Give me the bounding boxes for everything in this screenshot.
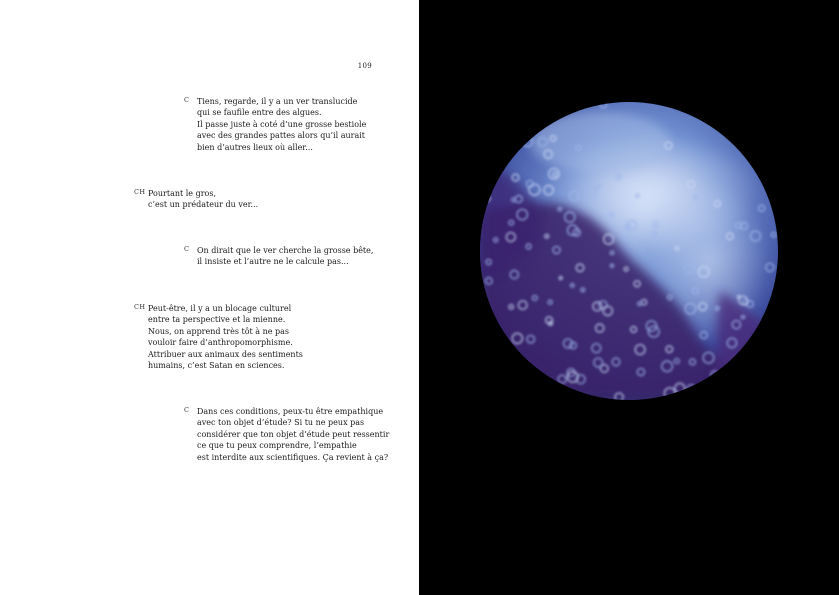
cell-texture <box>713 395 717 399</box>
cell-texture <box>525 102 533 106</box>
cell-texture <box>503 364 509 370</box>
cell-texture <box>501 376 506 381</box>
dialogue-line: ce que tu peux comprendre, l’empathie <box>197 441 357 451</box>
dialogue-line: Nous, on apprend très tôt à ne pas <box>148 326 290 336</box>
dialogue-line: Il passe juste à coté d’une grosse bestiole <box>197 119 367 129</box>
cell-texture <box>512 366 520 374</box>
cell-texture <box>485 136 494 145</box>
dialogue-line: avec ton objet d’étude? Si tu ne peux pas <box>197 418 365 428</box>
dialogue-line: Attribuer aux animaux des sentiments <box>148 349 303 359</box>
dialogue-line: bien d’autres lieux où aller... <box>197 142 313 152</box>
cell-texture <box>765 181 771 187</box>
cell-texture <box>524 126 532 134</box>
dialogue-line: c’est un prédateur du ver... <box>148 200 259 210</box>
cell-texture <box>524 372 532 380</box>
dialogue-line: vouloir faire d’anthropomorphisme. <box>148 338 293 348</box>
dialogue-line: avec des grandes pattes alors qu’il aurait <box>197 131 366 141</box>
dialogue-line: On dirait que le ver cherche la grosse bête, <box>197 246 374 255</box>
dialogue-line: Pourtant le gros, <box>148 189 216 198</box>
dialogue-line: Dans ces conditions, peux-tu être empathique <box>197 407 384 416</box>
speaker-label: CH <box>134 188 146 196</box>
cell-texture <box>480 347 486 358</box>
right-page <box>419 0 839 595</box>
left-page <box>0 0 419 595</box>
speaker-label: C <box>184 245 190 253</box>
microscope-photo-svg <box>480 102 778 400</box>
cell-texture <box>507 126 512 131</box>
cell-texture <box>483 144 492 153</box>
dialogue-line: est interdite aux scientifiques. Ça revient à ça? <box>197 452 389 462</box>
speaker-label: C <box>184 96 190 104</box>
speaker-label: C <box>184 406 190 414</box>
microscope-photo <box>480 102 778 400</box>
cell-texture <box>515 135 519 139</box>
dialogue-line: Peut-être, il y a un blocage culturel <box>148 304 292 313</box>
cell-texture <box>529 111 533 115</box>
dialogue-line: considérer que ton objet d’étude peut ressentir <box>197 429 390 439</box>
cell-texture <box>727 383 733 389</box>
dialogue-line: Tiens, regarde, il y a un ver translucide <box>197 97 358 106</box>
cell-texture <box>767 341 775 349</box>
cell-texture <box>550 114 556 120</box>
cell-texture <box>768 125 772 129</box>
cell-texture <box>483 166 491 174</box>
cell-texture <box>546 102 557 109</box>
page-number: 109 <box>357 62 372 70</box>
cell-texture <box>480 159 485 167</box>
speaker-label: CH <box>134 303 146 311</box>
cell-texture <box>502 143 506 147</box>
cell-texture <box>759 338 765 344</box>
cell-texture <box>503 120 507 124</box>
cell-texture <box>495 334 500 339</box>
cell-texture <box>506 140 509 143</box>
dialogue-line: qui se faufile entre des algues. <box>197 108 322 118</box>
cell-texture <box>758 389 762 393</box>
dialogue-line: il insiste et l’autre ne le calcule pas... <box>197 257 349 267</box>
cell-texture <box>763 335 773 345</box>
dialogue-line: entre ta perspective et la mienne. <box>148 315 286 325</box>
dialogue-line: humains, c’est Satan en sciences. <box>148 361 285 371</box>
